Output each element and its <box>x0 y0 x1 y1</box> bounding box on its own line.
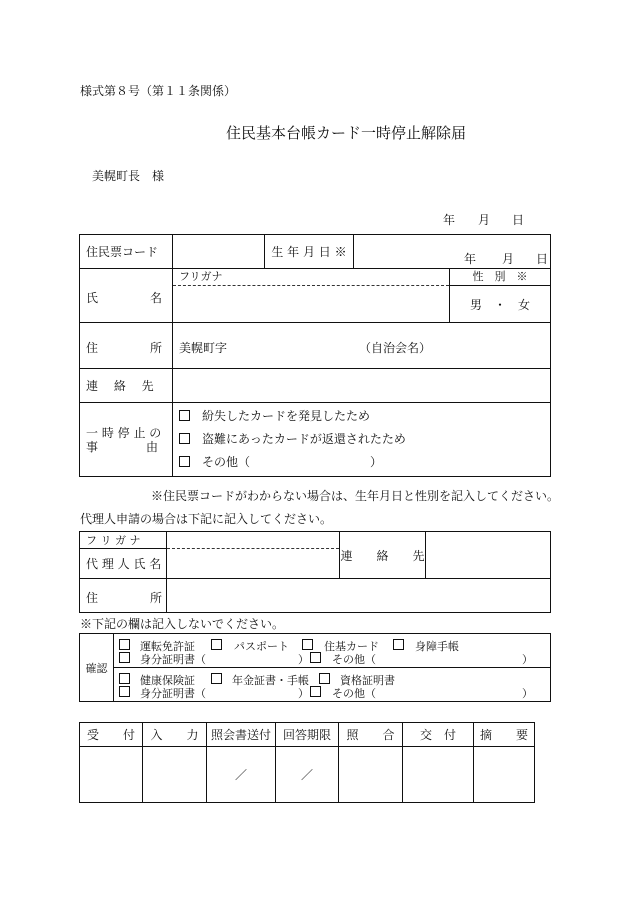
slash-mark: ／ <box>234 768 247 782</box>
jichikai-label: （自治会名） <box>359 341 432 355</box>
doc-other: その他（ <box>332 653 376 666</box>
doc-qualification: 資格証明書 <box>340 674 395 687</box>
doc-other-2: その他（ <box>332 687 376 700</box>
checkbox[interactable] <box>119 639 130 650</box>
header-nyuryoku: 入 力 <box>143 723 207 747</box>
proxy-furigana-label: フ リ ガ ナ <box>80 532 167 549</box>
doc-juki-card: 住基カード <box>324 640 379 653</box>
cell-kaito-kigen[interactable] <box>276 747 339 803</box>
doc-other-close-2: ） <box>522 687 533 700</box>
reason-option-found[interactable]: 紛失したカードを発見したため <box>179 405 550 428</box>
proxy-name-label: 代 理 人 氏 名 <box>80 549 167 579</box>
reason-label-line2: 事 由 <box>86 439 159 454</box>
address-value: 美幌町字 <box>179 341 228 355</box>
doc-disability-book: 身障手帳 <box>415 640 459 653</box>
office-table <box>79 722 535 803</box>
proxy-table <box>79 531 551 613</box>
confirm-row-2 <box>114 668 551 702</box>
header-shokaisho: 照会書送付 <box>207 723 276 747</box>
birthdate-label: 生 年 月 日 ※ <box>265 235 354 269</box>
page-title: 住民基本台帳カード一時停止解除届 <box>226 124 467 142</box>
proxy-contact-field[interactable] <box>426 532 551 579</box>
address-label-char-1: 住 <box>86 341 99 355</box>
slash-mark: ／ <box>300 768 313 782</box>
doc-other-close: ） <box>522 653 533 666</box>
checkbox[interactable] <box>179 433 190 444</box>
reason-label-line1: 一 時 停 止 の <box>86 425 162 440</box>
office-use-note: ※下記の欄は記入しないでください。 <box>80 617 285 631</box>
proxy-name-field[interactable] <box>167 549 340 579</box>
proxy-address-char-1: 住 <box>86 591 99 605</box>
furigana-line <box>173 269 449 286</box>
reason-option-returned[interactable]: 盗難にあったカードが返還されたため <box>179 428 550 451</box>
name-label <box>80 269 173 323</box>
header-shogo: 照 合 <box>339 723 403 747</box>
name-label-char-1: 氏 <box>86 291 99 305</box>
proxy-furigana-field[interactable] <box>167 532 340 549</box>
contact-label: 連 絡 先 <box>80 369 173 403</box>
checkbox[interactable] <box>179 456 190 467</box>
proxy-address-field[interactable] <box>167 579 551 613</box>
header-uketsuke: 受 付 <box>80 723 143 747</box>
cell-shogo[interactable] <box>339 747 403 803</box>
doc-passport: パスポート <box>234 640 289 653</box>
address-label-char-2: 所 <box>150 341 163 355</box>
checkbox[interactable] <box>119 686 130 697</box>
contact-field[interactable] <box>173 369 551 403</box>
resident-code-field[interactable] <box>173 235 265 269</box>
doc-id-close: ） <box>298 653 309 666</box>
checkbox[interactable] <box>310 652 321 663</box>
birthdate-field[interactable] <box>354 235 551 269</box>
proxy-note: 代理人申請の場合は下記に記入してください。 <box>80 512 333 526</box>
address-label <box>80 323 173 369</box>
doc-id-close-2: ） <box>298 687 309 700</box>
reason-option-other[interactable]: その他（ ） <box>179 451 550 474</box>
checkbox[interactable] <box>119 652 130 663</box>
address-field[interactable] <box>173 323 551 369</box>
addressee: 美幌町長 様 <box>92 169 165 183</box>
header-kaito-kigen: 回答期限 <box>276 723 339 747</box>
name-label-char-2: 名 <box>150 291 163 305</box>
checkbox[interactable] <box>319 673 330 684</box>
header-tekiyo: 摘 要 <box>474 723 535 747</box>
confirm-table <box>79 633 551 702</box>
birth-year: 年 <box>464 252 477 266</box>
date-day: 日 <box>512 213 525 227</box>
doc-drivers-license: 運転免許証 <box>140 640 195 653</box>
doc-id-certificate-2: 身分証明書（ <box>140 687 206 700</box>
reason-label <box>80 403 173 477</box>
cell-shokaisho[interactable] <box>207 747 276 803</box>
doc-id-certificate: 身分証明書（ <box>140 653 206 666</box>
checkbox[interactable] <box>393 639 404 650</box>
checkbox[interactable] <box>211 673 222 684</box>
name-field[interactable] <box>173 269 450 323</box>
gender-options[interactable]: 男 ・ 女 <box>469 298 530 312</box>
proxy-contact-label: 連 絡 先 <box>340 532 426 579</box>
confirm-label: 確認 <box>80 634 114 702</box>
checkbox[interactable] <box>310 686 321 697</box>
cell-tekiyo[interactable] <box>474 747 535 803</box>
cell-uketsuke[interactable] <box>80 747 143 803</box>
birth-day: 日 <box>536 252 549 266</box>
checkbox[interactable] <box>211 639 222 650</box>
resident-code-note: ※住民票コードがわからない場合は、生年月日と性別を記入してください。 <box>151 489 560 503</box>
birth-month: 月 <box>502 252 515 266</box>
proxy-address-char-2: 所 <box>150 591 163 605</box>
gender-label: 性 別 ※ <box>450 269 550 286</box>
furigana-label: フリガナ <box>179 270 223 283</box>
form-number: 様式第８号（第１１条関係） <box>80 84 237 98</box>
checkbox[interactable] <box>119 673 130 684</box>
checkbox[interactable] <box>179 410 190 421</box>
date-year: 年 <box>443 213 456 227</box>
main-form-table <box>79 234 551 477</box>
cell-nyuryoku[interactable] <box>143 747 207 803</box>
header-kofu: 交 付 <box>403 723 474 747</box>
confirm-row-1 <box>114 634 551 668</box>
doc-pension-book: 年金証書・手帳 <box>232 674 309 687</box>
date-month: 月 <box>478 213 491 227</box>
doc-health-insurance: 健康保険証 <box>140 674 195 687</box>
checkbox[interactable] <box>302 639 313 650</box>
gender-cell[interactable] <box>450 269 551 323</box>
resident-code-label: 住民票コード <box>80 235 173 269</box>
proxy-address-label <box>80 579 167 613</box>
reason-options <box>173 403 551 477</box>
cell-kofu[interactable] <box>403 747 474 803</box>
